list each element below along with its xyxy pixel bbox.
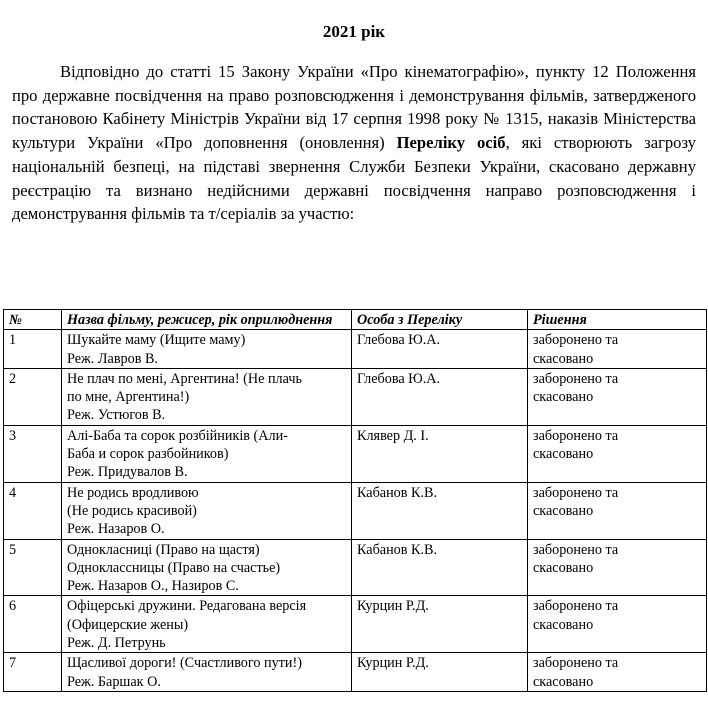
decision-line: заборонено та xyxy=(533,655,619,672)
table-row xyxy=(4,330,707,369)
table-row xyxy=(4,653,707,692)
film-line: Реж. Придувалов В. xyxy=(67,464,188,481)
film-cell xyxy=(62,425,352,482)
decision-line: заборонено та xyxy=(533,332,619,349)
row-number: 3 xyxy=(4,425,62,482)
table-row xyxy=(4,539,707,596)
film-line: Шукайте маму (Ищите маму) xyxy=(67,332,246,349)
header-film xyxy=(62,310,352,330)
films-table xyxy=(3,309,707,692)
film-line: (Офицерские жены) xyxy=(67,616,189,633)
film-line: Алі-Баба та сорок розбійників (Али- xyxy=(67,427,288,444)
intro-bold-term: Переліку осіб xyxy=(396,133,506,153)
decision-cell xyxy=(528,653,707,692)
film-cell xyxy=(62,596,352,653)
decision-cell xyxy=(528,596,707,653)
table-row xyxy=(4,368,707,425)
film-line: Реж. Назаров О. xyxy=(67,521,165,538)
table-row xyxy=(4,425,707,482)
table-body xyxy=(4,330,707,692)
intro-paragraph xyxy=(12,60,696,226)
row-number: 7 xyxy=(4,653,62,692)
table-row xyxy=(4,596,707,653)
person-cell: Курцин Р.Д. xyxy=(352,596,528,653)
row-number: 6 xyxy=(4,596,62,653)
film-cell xyxy=(62,482,352,539)
header-person: Особа з Переліку xyxy=(352,310,528,330)
decision-cell xyxy=(528,368,707,425)
decision-line: скасовано xyxy=(533,350,594,367)
decision-line: скасовано xyxy=(533,389,594,406)
film-cell xyxy=(62,539,352,596)
decision-line: скасовано xyxy=(533,673,594,690)
decision-cell xyxy=(528,482,707,539)
intro-text-start: Відповідно до статті 15 Закону України «Про кінематографію», пункту 12 Положення про державне посвідчення на право розповсюдження і демонстрування фільмів, затвердженого постановою Кабінету Міністрів України від 17 серпня 1998 року № 1315, наказів Міністерства культури України «Про доповнення (оновлення) xyxy=(12,62,696,153)
table-row xyxy=(4,482,707,539)
decision-line: скасовано xyxy=(533,502,594,519)
person-cell: Курцин Р.Д. xyxy=(352,653,528,692)
decision-cell xyxy=(528,539,707,596)
film-line: Однокласниці (Право на щастя) xyxy=(67,541,260,558)
intro-text-end: , які створюють загрозу національній безпеці, на підставі звернення Служби Безпеки України, скасовано державну реєстрацію та визнано недійсними державні посвідчення направо розповсюдження і демонстрування фільмів та т/серіалів за участю: xyxy=(12,133,696,224)
film-line: Не родись вродливою xyxy=(67,484,199,501)
person-cell: Клявер Д. І. xyxy=(352,425,528,482)
decision-line: скасовано xyxy=(533,616,594,633)
decision-line: скасовано xyxy=(533,446,594,463)
film-line: Реж. Баршак О. xyxy=(67,673,161,690)
film-cell xyxy=(62,330,352,369)
film-line: Офіцерські дружини. Редагована версія xyxy=(67,598,307,615)
decision-line: заборонено та xyxy=(533,427,619,444)
decision-line: заборонено та xyxy=(533,541,619,558)
decision-line: заборонено та xyxy=(533,484,619,501)
film-cell xyxy=(62,653,352,692)
decision-cell xyxy=(528,425,707,482)
film-line: Одноклассницы (Право на счастье) xyxy=(67,559,281,576)
person-cell: Глебова Ю.А. xyxy=(352,330,528,369)
film-line: Баба и сорок разбойников) xyxy=(67,446,229,463)
film-line: по мне, Аргентина!) xyxy=(67,389,190,406)
person-cell: Кабанов К.В. xyxy=(352,539,528,596)
row-number: 2 xyxy=(4,368,62,425)
film-line: Реж. Д. Петрунь xyxy=(67,635,166,652)
row-number: 1 xyxy=(4,330,62,369)
film-line: Реж. Устюгов В. xyxy=(67,407,166,424)
film-line: Реж. Назаров О., Назиров С. xyxy=(67,578,239,595)
decision-line: заборонено та xyxy=(533,598,619,615)
film-cell xyxy=(62,368,352,425)
film-line: Щасливої дороги! (Счастливого пути!) xyxy=(67,655,302,672)
page-title: 2021 рік xyxy=(322,22,386,41)
decision-cell xyxy=(528,330,707,369)
header-film-label: Назва фільму, режисер, рік оприлюднення xyxy=(67,312,333,328)
header-number: № xyxy=(4,310,62,330)
person-cell: Глебова Ю.А. xyxy=(352,368,528,425)
decision-line: заборонено та xyxy=(533,370,619,387)
film-line: Реж. Лавров В. xyxy=(67,350,158,367)
row-number: 5 xyxy=(4,539,62,596)
decision-line: скасовано xyxy=(533,559,594,576)
film-line: Не плач по мені, Аргентина! (Не плачь xyxy=(67,370,302,387)
film-line: (Не родись красивой) xyxy=(67,502,197,519)
person-cell: Кабанов К.В. xyxy=(352,482,528,539)
row-number: 4 xyxy=(4,482,62,539)
header-decision: Рішення xyxy=(528,310,707,330)
table-header-row xyxy=(4,310,707,330)
